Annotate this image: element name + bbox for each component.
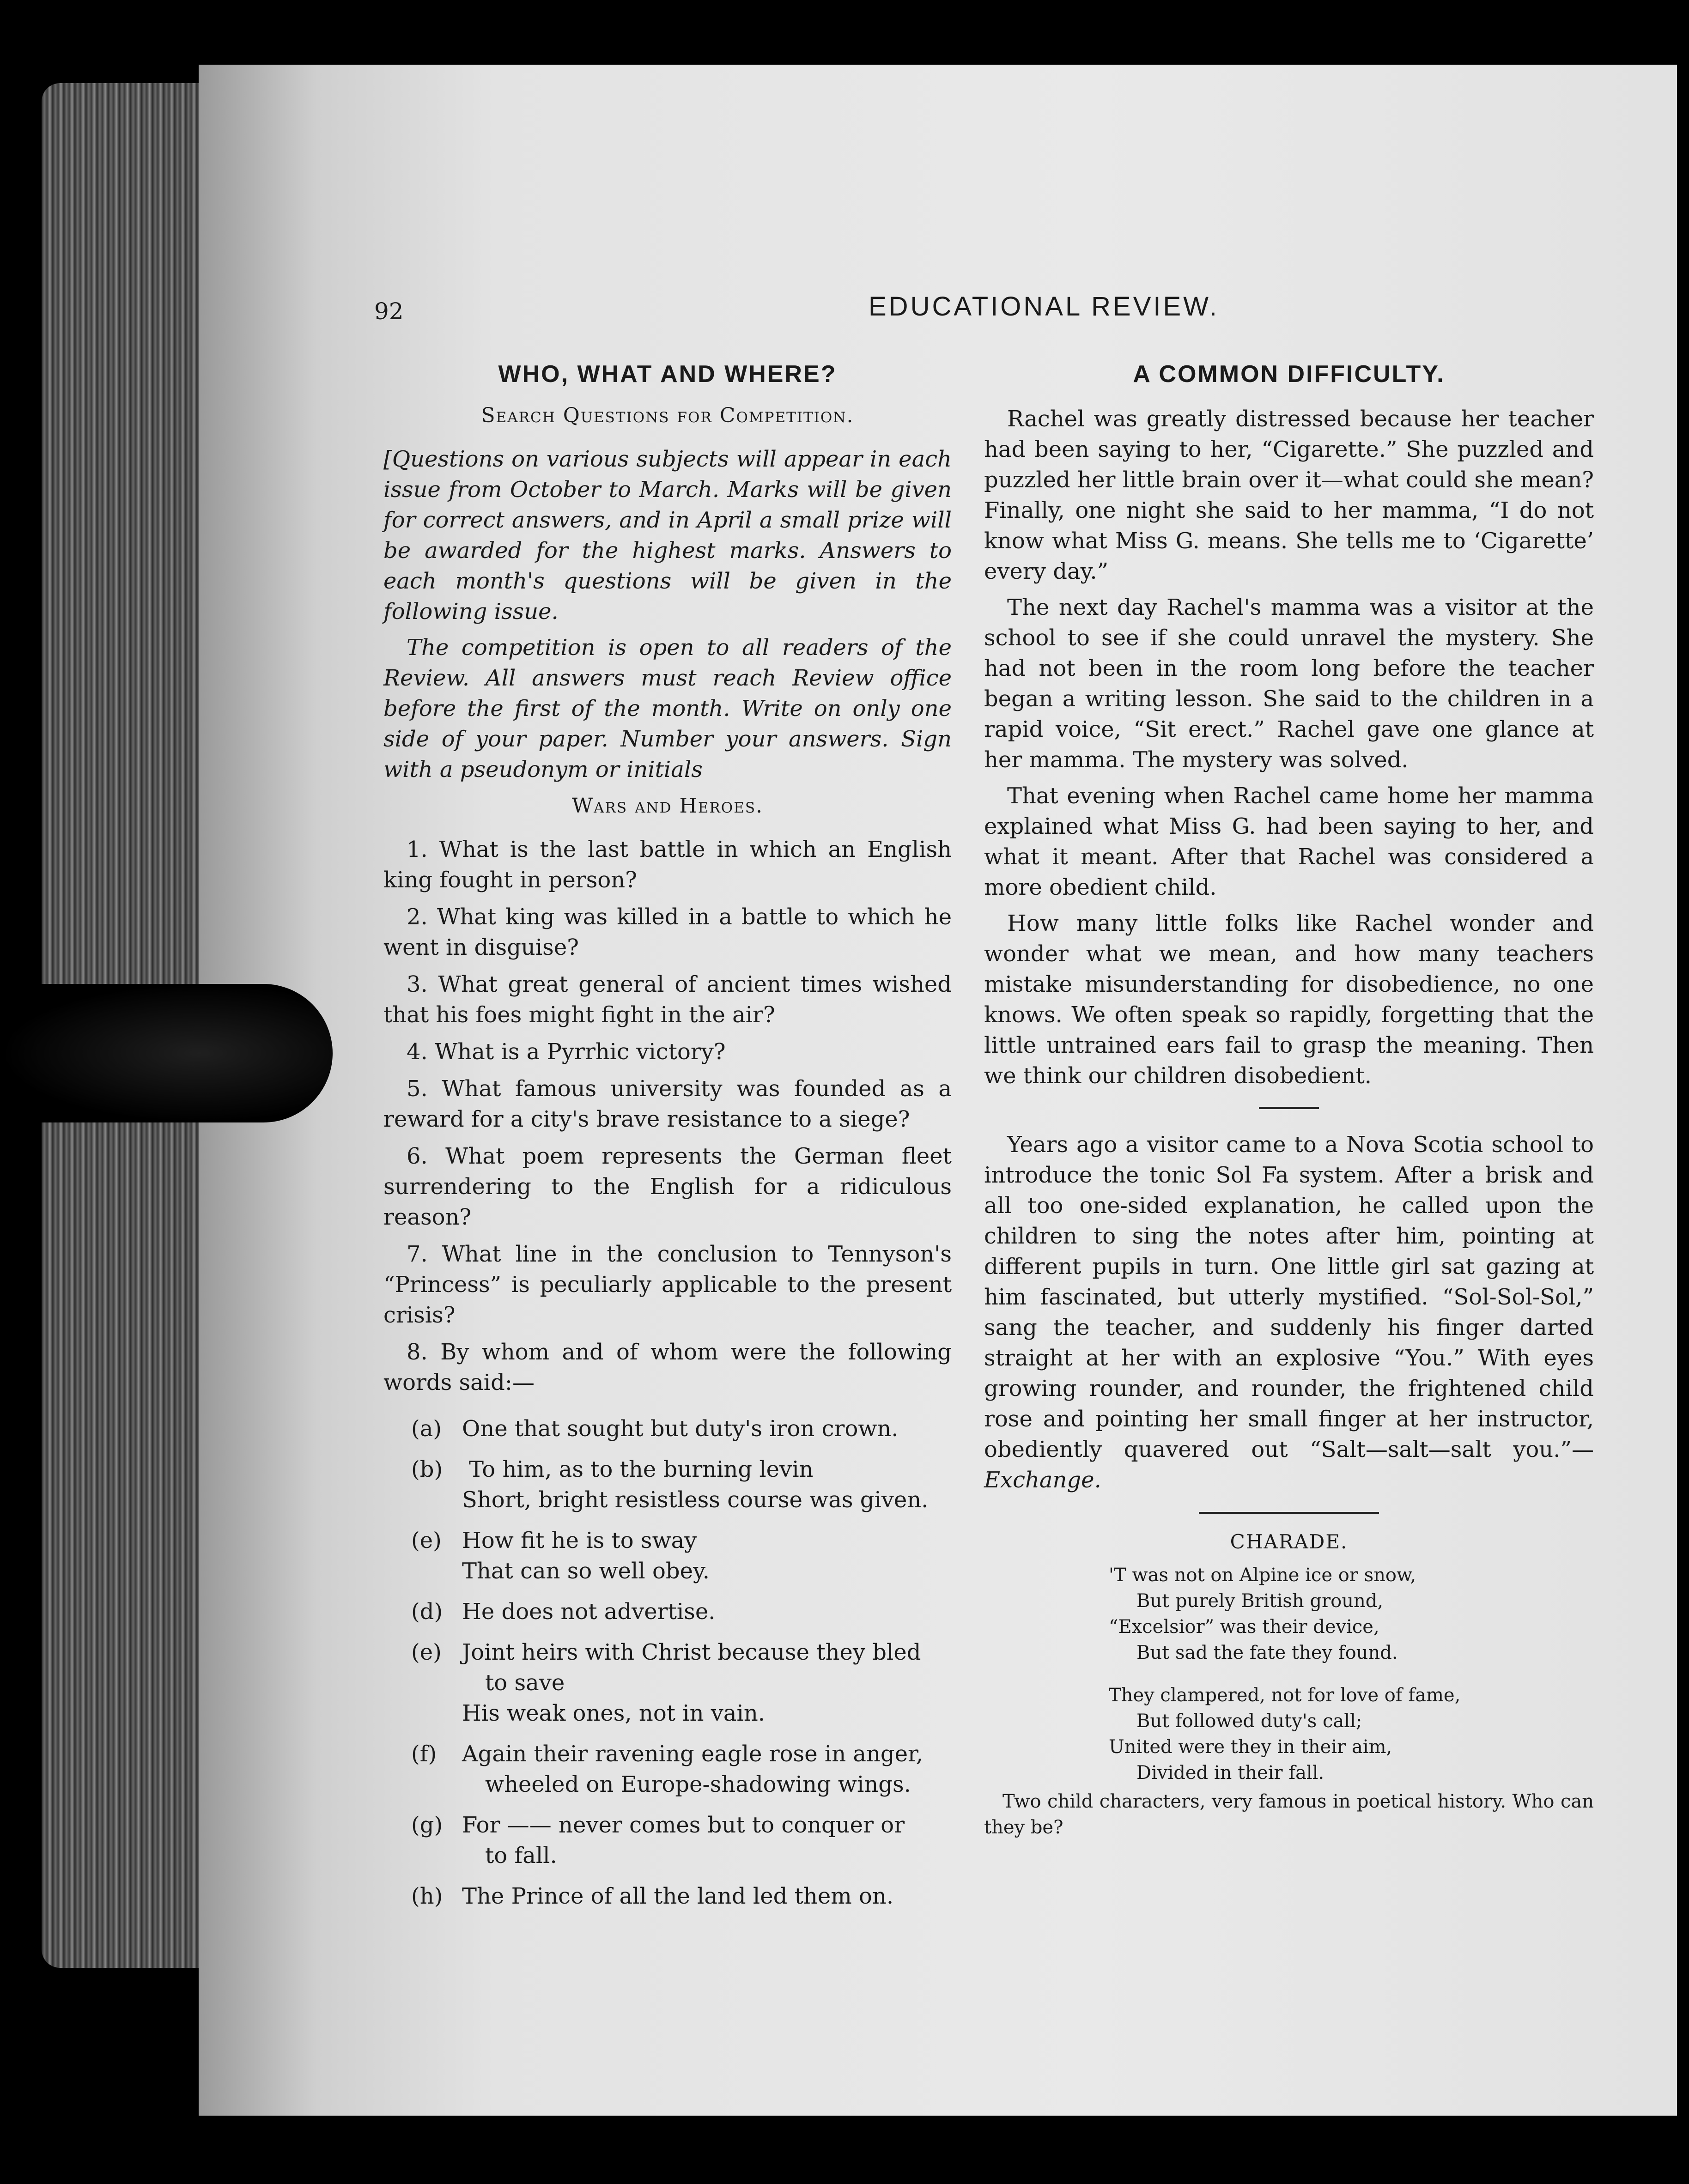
anecdote-source: Exchange. [984,1467,1101,1493]
quote-option [411,1881,952,1911]
option-line: That can so well obey. [462,1558,710,1584]
story-paragraph: How many little folks like Rachel wonder and wonder what we mean, and how many teachers mistake misunderstanding for disobedience, no one knows. We often speak so rapidly, forgetting that the little untrained ears fail to grasp the meaning. Then we think our children disobedient. [984,910,1594,1089]
charade-stanza [1109,1682,1594,1786]
verse-line: United were they in their aim, [1109,1736,1392,1758]
verse-line: They clampered, not for love of fame, [1109,1685,1461,1706]
option-label: (b) [411,1456,443,1482]
option-text [462,1739,952,1800]
option-line: To him, as to the burning levin [469,1456,814,1482]
quote-option [411,1810,952,1871]
section-heading-wars-heroes: Wars and Heroes. [571,794,764,818]
verse-line: But sad the fate they found. [1136,1642,1398,1663]
question: 1. What is the last battle in which an English king fought in person? [383,837,952,893]
quote-option [411,1414,952,1444]
page-content [199,65,1677,2116]
option-line: to fall. [485,1843,557,1869]
article-title-common-difficulty: A COMMON DIFFICULTY. [1133,361,1445,388]
option-text [462,1525,952,1586]
left-column [383,360,952,1922]
anecdote-paragraph [984,1129,1594,1495]
option-text [462,1454,952,1515]
option-line: The Prince of all the land led them on. [462,1883,894,1909]
verse-line: But followed duty's call; [1136,1711,1362,1732]
option-label: (e) [411,1639,442,1665]
quote-option [411,1525,952,1586]
option-line: wheeled on Europe-shadowing wings. [485,1771,911,1797]
option-text [462,1881,952,1911]
option-label: (d) [411,1599,443,1625]
story-paragraph: Rachel was greatly distressed because her teacher had been saying to her, “Cigarette.” She puzzled and puzzled her little brain over it—what could she mean? Finally, one night she said to her mamma, “I do not know what Miss G. means. She tells me to ‘Cigarette’ every day.” [984,406,1594,584]
option-label: (e) [411,1528,442,1553]
option-line: One that sought but duty's iron crown. [462,1416,899,1442]
question: 3. What great general of ancient times wished that his foes might fight in the air? [383,971,952,1028]
quote-option [411,1739,952,1800]
option-line: For —— never comes but to conquer or [462,1812,905,1838]
option-line: Joint heirs with Christ because they bled [462,1639,921,1665]
option-label: (f) [411,1741,437,1767]
verse-line: Divided in their fall. [1136,1762,1324,1784]
option-label: (h) [411,1883,443,1909]
option-label: (a) [411,1416,442,1442]
article-title-who-what-where: WHO, WHAT AND WHERE? [498,361,837,388]
option-text [462,1414,952,1444]
verse-line: “Excelsior” was their device, [1109,1616,1379,1638]
question: 8. By whom and of whom were the following words said:— [383,1339,952,1395]
quote-option [411,1637,952,1729]
intro-paragraph: The competition is open to all readers of the Review. All answers must reach Review office before the first of the month. Write on only one side of your paper. Number your answers. Sign with a pseudonym or initials [383,635,952,783]
running-title: EDUCATIONAL REVIEW. [869,291,1219,322]
story-paragraph: That evening when Rachel came home her mamma explained what Miss G. had been saying to her, and what it meant. After that Rachel was considered a more obedient child. [984,783,1594,900]
question: 7. What line in the conclusion to Tennyson's “Princess” is peculiarly applicable to the present crisis? [383,1241,952,1328]
charade-title: CHARADE. [1230,1530,1348,1553]
competition-subtitle: Search Questions for Competition. [481,404,854,427]
option-text [462,1810,952,1871]
story-paragraph: The next day Rachel's mamma was a visitor at the school to see if she could unravel the mystery. She had not been in the room long before the teacher began a writing lesson. She said to the children in a rapid voice, “Sit erect.” Rachel gave one glance at her mamma. The mystery was solved. [984,595,1594,773]
question: 5. What famous university was founded as a reward for a city's brave resistance to a siege? [383,1076,952,1132]
question: 2. What king was killed in a battle to which he went in disguise? [383,904,952,960]
charade-closing: Two child characters, very famous in poetical history. Who can they be? [984,1791,1594,1838]
option-line: to save [485,1670,565,1696]
option-line: Again their ravening eagle rose in anger, [462,1741,923,1767]
intro-paragraph: [Questions on various subjects will appear in each issue from October to March. Marks will be given for correct answers, and in April a small prize will be awarded for the highest marks. Answers to each month's questions will be given in the following issue. [383,446,952,625]
section-divider [1259,1107,1319,1109]
option-text [462,1596,952,1627]
page-number: 92 [374,298,404,325]
option-line: He does not advertise. [462,1599,716,1625]
question: 4. What is a Pyrrhic victory? [407,1039,726,1065]
option-line: How fit he is to sway [462,1528,697,1553]
anecdote-text: Years ago a visitor came to a Nova Scotia school to introduce the tonic Sol Fa system. After a brisk and all too one-sided explanation, he called upon the children to sing the notes after him, pointing at different pupils in turn. One little girl sat gazing at him fascinated, but utterly mystified. “Sol-Sol-Sol,” sang the teacher, and suddenly his finger darted straight at her with an explosive “You.” With eyes growing rounder, and rounder, the frightened child rose and pointing her small finger at her instructor, obediently quavered out “Salt—salt—salt you.”— [984,1132,1594,1462]
section-divider [1199,1512,1379,1514]
verse-line: But purely British ground, [1136,1590,1384,1612]
option-line: His weak ones, not in vain. [462,1700,766,1726]
option-text [462,1637,952,1729]
question: 6. What poem represents the German fleet surrendering to the English for a ridiculous reason? [383,1143,952,1230]
quote-option [411,1596,952,1627]
charade-stanza [1109,1562,1594,1666]
option-label: (g) [411,1812,443,1838]
option-line: Short, bright resistless course was given. [462,1487,929,1513]
right-column [984,360,1594,1840]
verse-line: 'T was not on Alpine ice or snow, [1109,1565,1416,1586]
quote-option [411,1454,952,1515]
